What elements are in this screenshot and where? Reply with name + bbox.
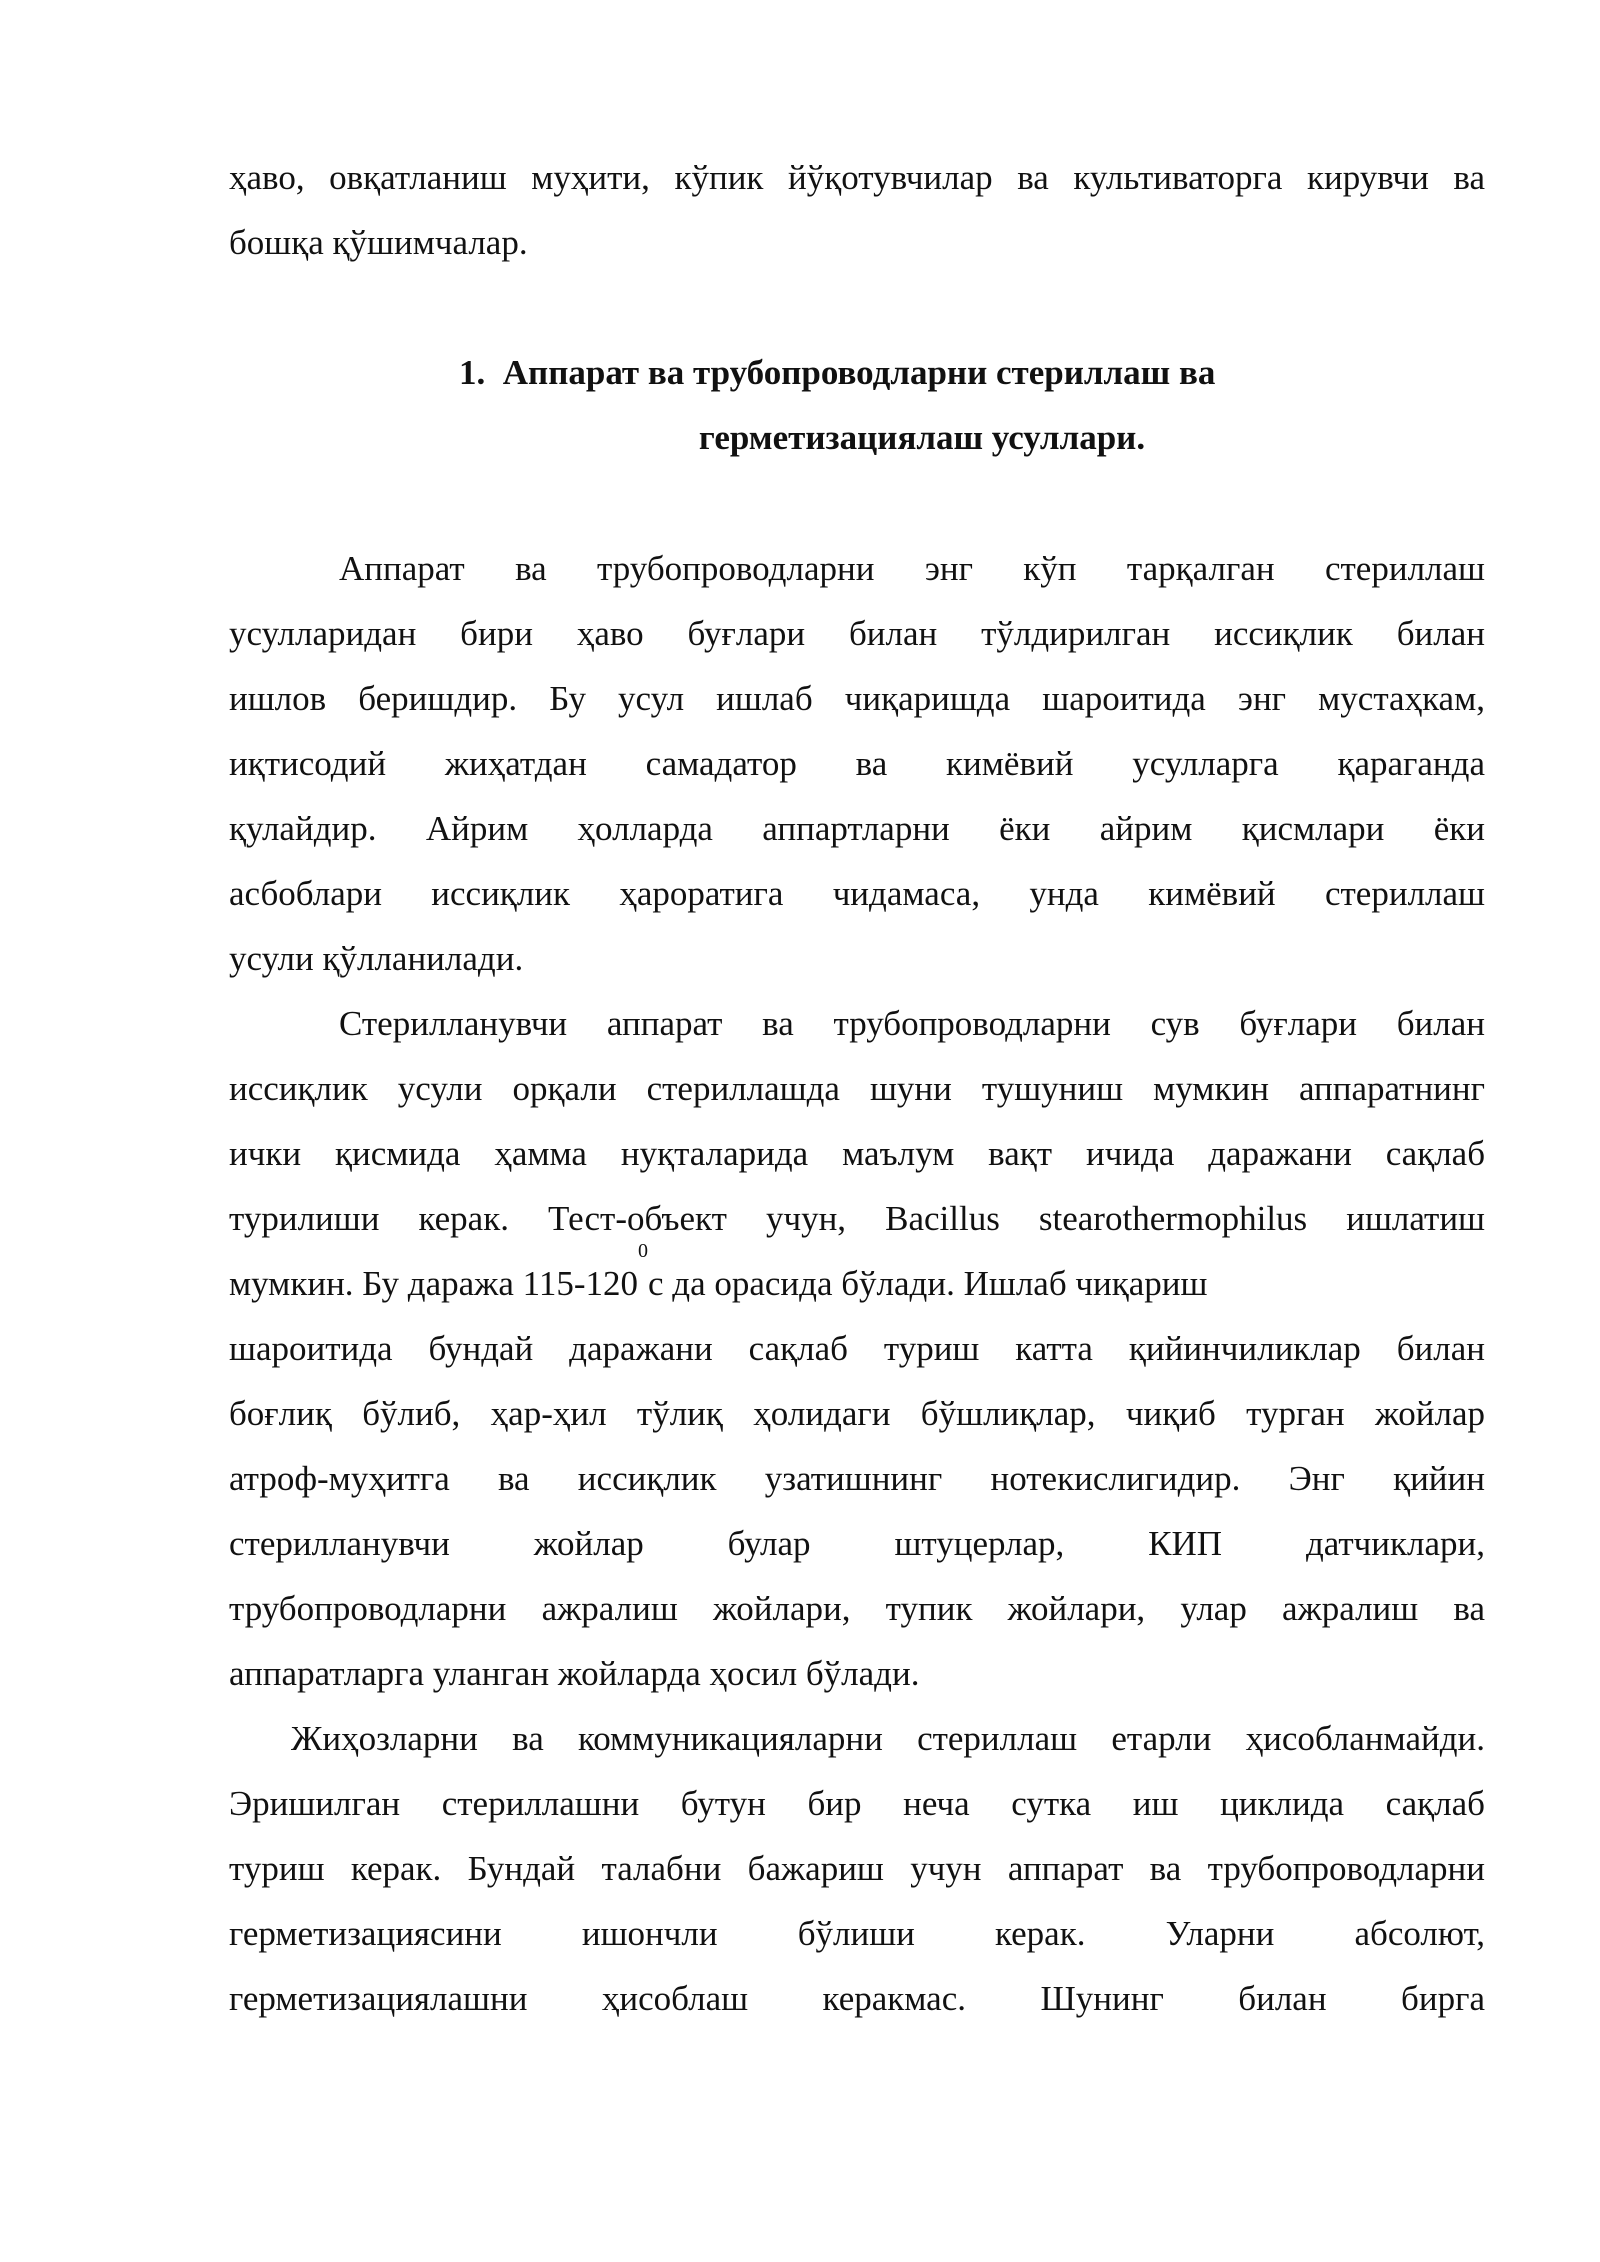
paragraph-2-line: трубопроводларни ажралиш жойлари, тупик жойлари, улар ажралиш ва [229, 1589, 1485, 1628]
paragraph-2-line-with-superscript [229, 1240, 1485, 1316]
paragraph-3-line: герметизациялашни ҳисоблаш керакмас. Шунинг билан бирга [229, 1979, 1485, 2018]
section-heading-line-1 [229, 340, 1485, 405]
paragraph-2-line: боғлиқ бўлиб, ҳар-ҳил тўлиқ ҳолидаги бўшлиқлар, чиқиб турган жойлар [229, 1394, 1485, 1433]
section-number: 1. [459, 353, 486, 392]
paragraph-3-line: герметизациясини ишончли бўлиши керак. Уларни абсолют, [229, 1914, 1485, 1953]
paragraph-2-line: Стерилланувчи аппарат ва трубопроводларни сув буғлари билан [339, 1004, 1485, 1043]
section-heading-line-2: герметизациялаш усуллари. [698, 418, 1146, 457]
paragraph-1-line: асбоблари иссиқлик ҳароратига чидамаса, унда кимёвий стериллаш [229, 874, 1485, 913]
body-text [229, 536, 1485, 2031]
temperature-text-before: мумкин. Бу даража 115-120 [229, 1264, 638, 1303]
intro-line-2: бошқа қўшимчалар. [229, 223, 528, 262]
paragraph-2-line: ички қисмида ҳамма нуқталарида маълум вақт ичида даражани сақлаб [229, 1134, 1485, 1173]
temperature-text-after: с да орасида бўлади. Ишлаб чиқариш [647, 1264, 1208, 1303]
paragraph-1-line: иқтисодий жиҳатдан самадатор ва кимёвий усулларга қараганда [229, 744, 1485, 783]
paragraph-2-line: атроф-муҳитга ва иссиқлик узатишнинг нотекислигидир. Энг қийин [229, 1459, 1485, 1498]
paragraph-2-line: шароитида бундай даражани сақлаб туриш катта қийинчиликлар билан [229, 1329, 1485, 1368]
paragraph-1-line: қулайдир. Айрим ҳолларда аппартларни ёки айрим қисмлари ёки [229, 809, 1485, 848]
paragraph-3-line: туриш керак. Бундай талабни бажариш учун аппарат ва трубопроводларни [229, 1849, 1485, 1888]
paragraph-1-line: ишлов беришдир. Бу усул ишлаб чиқаришда шароитида энг мустаҳкам, [229, 679, 1485, 718]
paragraph-2-line: стерилланувчи жойлар булар штуцерлар, КИП датчиклари, [229, 1524, 1485, 1563]
degree-superscript: 0 [637, 1240, 648, 1262]
intro-line-1: ҳаво, овқатланиш муҳити, кўпик йўқотувчилар ва культиваторга кирувчи ва [229, 158, 1485, 197]
section-heading [229, 340, 1485, 470]
paragraph-3-line: Жиҳозларни ва коммуникацияларни стериллаш етарли ҳисобланмайди. [291, 1719, 1485, 1758]
section-heading-text-1: Аппарат ва трубопроводларни стериллаш ва [502, 353, 1216, 392]
paragraph-2-line: иссиқлик усули орқали стериллашда шуни тушуниш мумкин аппаратнинг [229, 1069, 1485, 1108]
paragraph-1-line: усули қўлланилади. [229, 939, 524, 978]
paragraph-3-line: Эришилган стериллашни бутун бир неча сутка иш циклида сақлаб [229, 1784, 1485, 1823]
paragraph-1-line: Аппарат ва трубопроводларни энг кўп тарқалган стериллаш [339, 549, 1485, 588]
paragraph-2-line: аппаратларга уланган жойларда ҳосил бўлади. [229, 1654, 920, 1693]
paragraph-1-line: усулларидан бири ҳаво буғлари билан тўлдирилган иссиқлик билан [229, 614, 1485, 653]
paragraph-2-line: турилиши керак. Тест-объект учун, Bacillus stearothermophilus ишлатиш [229, 1199, 1485, 1238]
intro-paragraph [229, 145, 1485, 275]
